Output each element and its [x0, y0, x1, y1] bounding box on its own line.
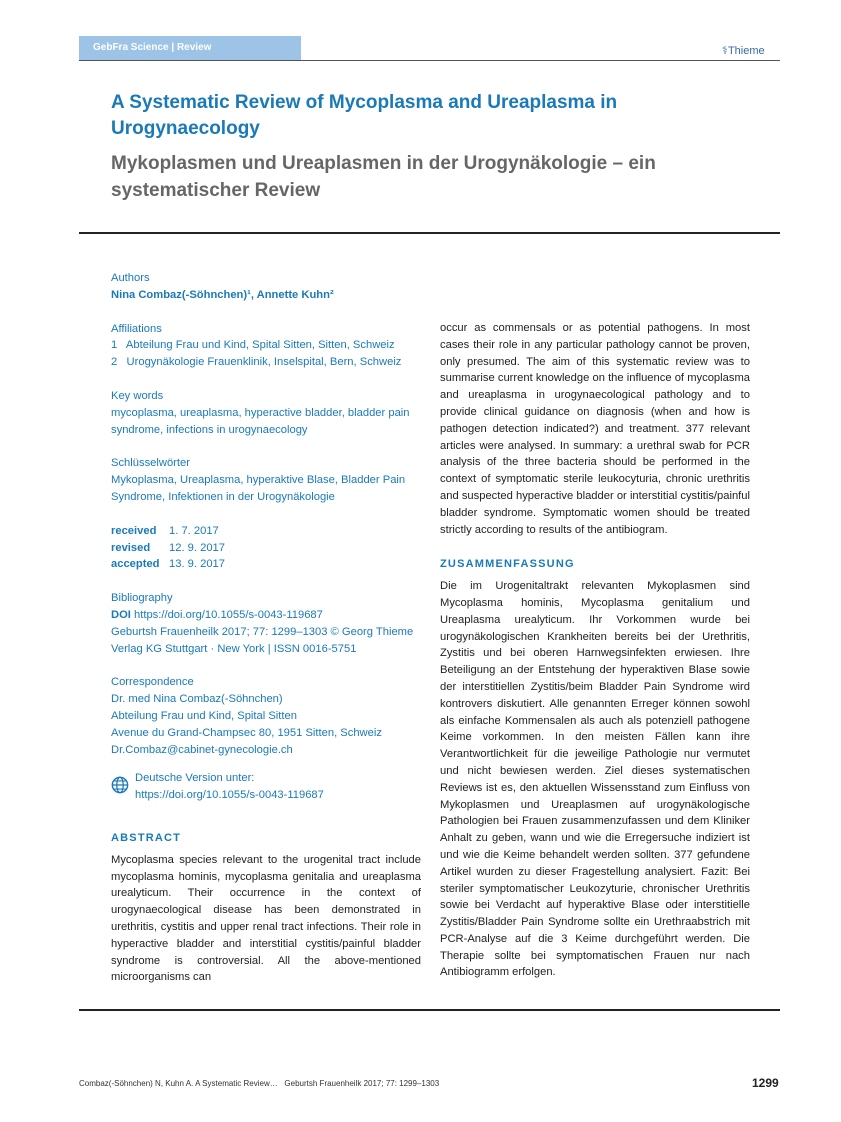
- header-divider: [79, 60, 780, 61]
- globe-icon: [111, 776, 129, 794]
- affiliation-item: 1 Abteilung Frau und Kind, Spital Sitten, Sitten, Schweiz: [111, 339, 395, 352]
- abstract-heading: ABSTRACT: [111, 831, 182, 844]
- title-english: A Systematic Review of Mycoplasma and Ureaplasma in Urogynaecology: [111, 92, 618, 139]
- journal-section-band: [79, 36, 301, 60]
- date-value: 13. 9. 2017: [169, 558, 225, 571]
- correspondence-heading: Correspondence: [111, 676, 194, 689]
- zusammenfassung-heading: ZUSAMMENFASSUNG: [440, 558, 575, 571]
- date-label: accepted: [111, 558, 160, 571]
- date-value: 1. 7. 2017: [169, 524, 219, 537]
- footer-divider: [79, 1009, 780, 1011]
- bibliography-heading: Bibliography: [111, 592, 173, 605]
- section-label: GebFra Science | Review: [93, 42, 212, 53]
- abstract-text-part1: Mycoplasma species relevant to the urogenital tract include mycoplasma hominis, mycoplasma genitalia and ureaplasma urealyticum. Their occurrence in the context of urogynaecological disease has been demonstrated in urethritis, cystitis and upper renal tract infections. Their role in hyperactive bladder and interstitial cystitis/painful bladder syndrome is controversial. All the above-mentioned microorganisms can: [111, 853, 421, 984]
- keywords-text: mycoplasma, ureaplasma, hyperactive bladder, bladder pain syndrome, infections in urogynaecology: [111, 406, 410, 436]
- schluesselwoerter-text: Mykoplasma, Ureaplasma, hyperaktive Blase, Bladder Pain Syndrome, Infektionen in der Urogynäkologie: [111, 474, 406, 503]
- date-label: revised: [111, 541, 151, 554]
- german-version-label: Deutsche Version unter:: [135, 772, 255, 785]
- page-number: 1299: [752, 1076, 779, 1090]
- doi-link[interactable]: https://doi.org/10.1055/s-0043-119687: [134, 608, 323, 621]
- title-divider: [79, 232, 780, 234]
- authors-heading: Authors: [111, 272, 150, 284]
- article-dates: [111, 523, 421, 573]
- publisher-logo: [722, 44, 765, 57]
- zusammenfassung-text: Die im Urogenitaltrakt relevanten Mykoplasmen sind Mycoplasma hominis, Mycoplasma genitalium und Ureaplasma urealyticum. Ihr Vorkommen wurde bei urogynäkologischen Krankheiten bereits bei der Urethritis, Zystitis und bei oberen Harnwegsinfekten erwiesen. Ihre Beteiligung an der Entstehung der hyperaktiven Blase sowie der interstitiellen Zystitis/beim Bladder Pain Syndrome wird kontrovers diskutiert. Alle genannten Erreger können sowohl als einfache Kommensalen als auch als potenziell pathogene Keime vorkommen. In den meisten Fällen kann ihre Verantwortlichkeit für die jeweilige Pathologie nur vermutet und nicht bewiesen werden. Ziel dieses systematischen Reviews ist es, den aktuellen Wissensstand zum Einfluss von Mykoplasmen und Ureaplasmen auf urogynäkologische Pathologien bei Frauen zusammenzufassen und dem Kliniker Anhalt zu geben, wann und wie die Erregersuche indiziert ist und wie die Keime behandelt werden sollten. 377 gefundene Artikel wurden zu dieser Fragestellung analysiert. Fazit: Bei steriler symptomatischer Leukozyturie, chronischer Urethritis sowie bei Verdacht auf hyperaktive Blase oder interstitielle Zystitis/Bladder Pain Syndrome sollte ein Urethraabstrich mit PCR-Analyse auf die 3 Keime durchgeführt werden. Die Therapie sollte bei symptomatischen Frauen nur nach Antibiogramm erfolgen.: [440, 580, 750, 979]
- citation-text: Geburtsh Frauenheilk 2017; 77: 1299–1303 © Georg Thieme Verlag KG Stuttgart · New York | ISSN 0016-5751: [111, 625, 414, 655]
- correspondence-line: Avenue du Grand-Champsec 80, 1951 Sitten, Schweiz: [111, 726, 382, 739]
- thieme-logo-icon: ⚕: [722, 45, 728, 57]
- correspondence-line: Abteilung Frau und Kind, Spital Sitten: [111, 709, 297, 722]
- affiliations-heading: Affiliations: [111, 322, 162, 335]
- german-version-link[interactable]: https://doi.org/10.1055/s-0043-119687: [135, 789, 324, 802]
- right-column: [440, 320, 750, 981]
- keywords-heading: Key words: [111, 389, 164, 402]
- title-german: Mykoplasmen und Ureaplasmen in der Urogynäkologie – ein systematischer Review: [111, 153, 656, 201]
- author-names: Nina Combaz(-Söhnchen)¹, Annette Kuhn²: [111, 288, 334, 301]
- german-version-note: [111, 770, 421, 804]
- footer-citation: Combaz(-Söhnchen) N, Kuhn A. A Systematic Review… Geburtsh Frauenheilk 2017; 77: 1299–1303: [79, 1079, 440, 1088]
- schluesselwoerter-heading: Schlüsselwörter: [111, 457, 190, 470]
- left-column: [111, 270, 421, 986]
- date-label: received: [111, 524, 157, 537]
- correspondence-line: Dr. med Nina Combaz(-Söhnchen): [111, 693, 283, 706]
- affiliation-item: 2 Urogynäkologie Frauenklinik, Inselspital, Bern, Schweiz: [111, 356, 402, 369]
- doi-label: DOI: [111, 608, 131, 621]
- publisher-name: Thieme: [727, 45, 765, 57]
- date-value: 12. 9. 2017: [169, 541, 225, 554]
- abstract-text-part2: occur as commensals or as potential pathogens. In most cases their role in any particular pathology cannot be proven, only presumed. The aim of this systematic review was to summarise current knowledge on the influence of mycoplasma and ureaplasma in urogynaecological pathology and to provide clinical guidance on diagnosis (when and how is pathogen detection indicated?) and treatment. 377 relevant articles were analysed. In summary: a urethral swab for PCR analysis of the three bacteria should be performed in the context of symptomatic sterile leukocyturia, chronic urethritis and suspected hyperactive bladder or interstitial cystitis/painful bladder syndrome. Symptomatic women should be treated strictly according to results of the antibiogram.: [440, 322, 750, 536]
- correspondence-email[interactable]: Dr.Combaz@cabinet-gynecologie.ch: [111, 743, 293, 756]
